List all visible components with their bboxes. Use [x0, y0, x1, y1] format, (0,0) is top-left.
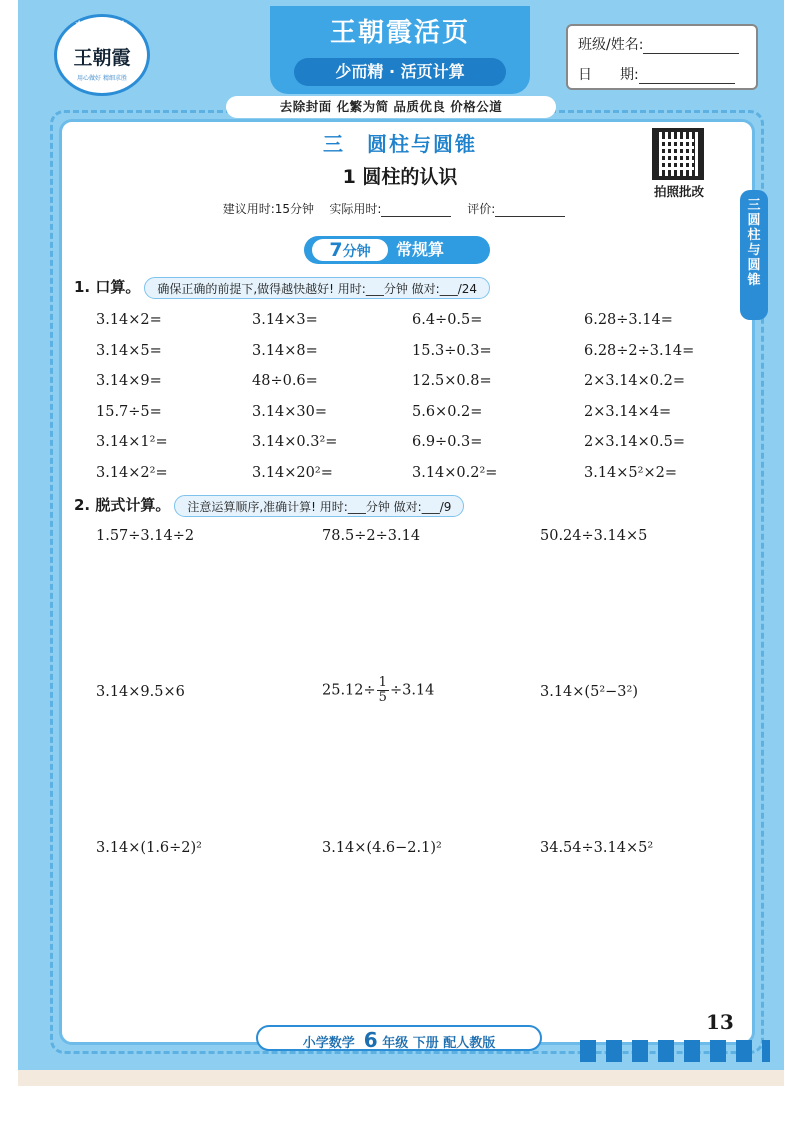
brand-logo: [54, 14, 150, 96]
rating-label: 评价:: [467, 202, 496, 216]
q1-item: 2×3.14×4=: [584, 403, 672, 420]
footer-subject: 小学数学: [302, 1036, 355, 1051]
class-name-label: 班级/姓名:: [578, 37, 644, 53]
q1-item: 3.14×20²=: [252, 464, 333, 481]
qr-label: 拍照批改: [653, 184, 704, 199]
class-name-row: [578, 34, 754, 54]
q1-header: [74, 276, 490, 299]
date-field[interactable]: [639, 68, 735, 84]
q2-frac-prefix: 25.12÷: [322, 682, 376, 699]
student-info-box: [566, 24, 758, 90]
decorative-bars: [580, 1040, 770, 1062]
q1-item: 5.6×0.2=: [412, 403, 483, 420]
q2-item: 3.14×(4.6−2.1)²: [322, 840, 442, 856]
class-name-field[interactable]: [643, 38, 739, 54]
actual-time-field[interactable]: [381, 205, 451, 217]
slogan: 去除封面 化繁为简 品质优良 价格公道: [226, 96, 556, 118]
brand-title: 王朝霞活页: [329, 18, 470, 48]
q1-item: 6.9÷0.3=: [412, 434, 483, 450]
page-number: 13: [706, 1010, 734, 1034]
q1-item: 6.28÷2÷3.14=: [584, 342, 695, 359]
q1-item: 15.7÷5=: [96, 403, 162, 420]
brand-banner: [270, 6, 530, 94]
q1-item: 3.14×1²=: [96, 434, 168, 450]
date-label: 日 期:: [578, 67, 639, 83]
pill-minutes: 7分钟: [312, 239, 388, 261]
qr-code-icon[interactable]: [652, 128, 704, 180]
q2-item: 3.14×9.5×6: [96, 684, 185, 700]
q2-item: 3.14×(1.6÷2)²: [96, 840, 202, 856]
exercise-type-pill: [304, 236, 490, 264]
stars-decoration: ★★★★★: [74, 19, 130, 30]
q2-item-fraction: [322, 676, 434, 705]
q2-item: 3.14×(5²−3²): [540, 684, 638, 700]
side-tab-text: 三 圆柱与圆锥: [747, 198, 761, 288]
q1-item: 3.14×0.3²=: [252, 434, 338, 450]
section-title: 1 圆柱的认识: [342, 166, 458, 188]
suggested-time: 建议用时:15分钟: [222, 202, 315, 216]
q1-item: 15.3÷0.3=: [412, 342, 492, 359]
q1-item: 6.28÷3.14=: [584, 312, 673, 328]
q2-item: 78.5÷2÷3.14: [322, 528, 421, 544]
q2-frac-suffix: ÷3.14: [389, 682, 435, 699]
q2-item: 34.54÷3.14×5²: [540, 840, 654, 856]
q1-item: 6.4÷0.5=: [412, 312, 483, 328]
q2-item: 50.24÷3.14×5: [540, 528, 648, 544]
pill-name: 常规算: [396, 240, 445, 259]
logo-tagline: 用心做好 精细求胜: [77, 75, 127, 82]
q2-header: [74, 494, 464, 517]
q1-note: 确保正确的前提下,做得越快越好! 用时:___分钟 做对:___/24: [144, 277, 490, 299]
fraction-denominator: 5: [378, 690, 387, 705]
q1-item: 3.14×2=: [96, 312, 162, 328]
q1-title: 1. 口算。: [74, 278, 141, 296]
q1-item: 12.5×0.8=: [412, 373, 492, 389]
footer-badge: [256, 1025, 542, 1051]
q1-item: 3.14×2²=: [96, 464, 168, 481]
q1-item: 3.14×5²×2=: [584, 464, 677, 481]
q1-item: 3.14×0.2²=: [412, 464, 498, 481]
fraction-numerator: 1: [378, 675, 387, 690]
rating-field[interactable]: [495, 205, 565, 217]
bottom-edge: [18, 1070, 784, 1086]
timing-line: [0, 200, 800, 217]
q1-item: 2×3.14×0.2=: [584, 373, 686, 389]
fraction: [377, 676, 389, 705]
q2-note: 注意运算顺序,准确计算! 用时:___分钟 做对:___/9: [174, 495, 464, 517]
footer-grade-number: 6: [363, 1028, 378, 1052]
footer-grade-rest: 年级 下册 配人教版: [382, 1036, 496, 1051]
chapter-title: 三 圆柱与圆锥: [323, 132, 477, 156]
q1-item: 3.14×9=: [96, 373, 162, 389]
date-row: [578, 64, 754, 84]
q1-item: 48÷0.6=: [252, 373, 318, 389]
actual-time-label: 实际用时:: [329, 202, 382, 216]
q1-item: 3.14×8=: [252, 342, 318, 359]
q1-item: 3.14×3=: [252, 312, 318, 328]
q1-item: 3.14×5=: [96, 342, 162, 359]
q1-item: 2×3.14×0.5=: [584, 434, 686, 450]
q1-item: 3.14×30=: [252, 403, 328, 420]
q2-item: 1.57÷3.14÷2: [96, 528, 195, 544]
brand-subtitle: 少而精 · 活页计算: [294, 58, 506, 86]
logo-text: 王朝霞: [73, 47, 131, 69]
side-chapter-tab: [740, 190, 768, 320]
q2-title: 2. 脱式计算。: [74, 496, 171, 514]
